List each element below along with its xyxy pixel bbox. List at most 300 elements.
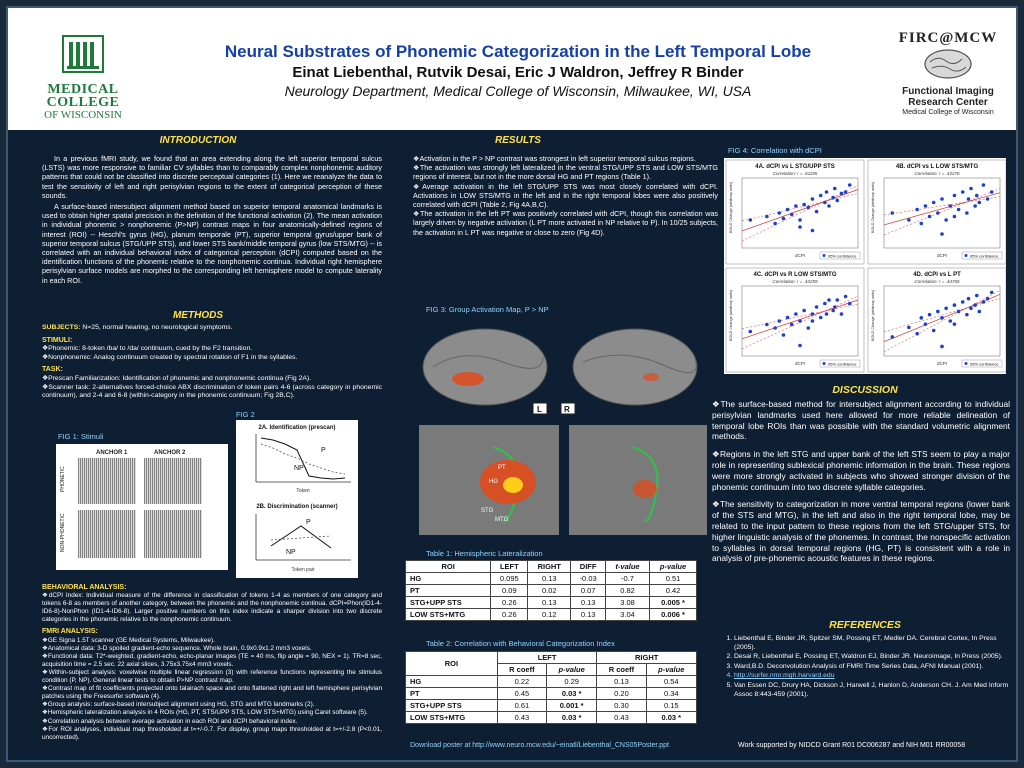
table1-cell: 0.26: [491, 609, 528, 621]
fig4-data-point: [794, 312, 798, 316]
fig4-data-point: [831, 196, 835, 200]
methods-body-bottom: [42, 580, 382, 742]
poster-affiliation: Neurology Department, Medical College of Wisconsin, Milwaukee, WI, USA: [284, 83, 752, 99]
fig4-legend-label: 95% confidence: [828, 253, 857, 259]
fig4-panel-title: 4D. dCPI vs L PT: [913, 272, 961, 278]
fig4-panel-4: [868, 268, 1006, 372]
fig4-data-point: [990, 291, 994, 295]
roi-label-hg: HG: [489, 479, 498, 485]
fig2a-p-label: P: [321, 447, 326, 454]
table2-cell: HG: [406, 676, 498, 688]
fig4-data-point: [844, 190, 848, 194]
fig1-stimuli-panel: [56, 444, 228, 570]
flat-patch-right: [569, 425, 707, 535]
table1-cell: STG+UPP STS: [406, 597, 491, 609]
methods-heading: METHODS: [173, 310, 223, 321]
fig4-data-point: [790, 323, 794, 327]
fig4-data-point: [957, 208, 961, 212]
fig4-data-point: [977, 310, 981, 314]
brain-icon: [922, 47, 974, 81]
introduction-heading: INTRODUCTION: [159, 135, 237, 146]
fig4-data-point: [798, 319, 802, 323]
fig2b-title: 2B. Discrimination (scanner): [256, 504, 338, 510]
fmri-item: ❖ Hemispheric lateralization analysis in 4 ROIs (HG, PT, STS/UPP STS, LOW STS+MTG) using Caret software (5).: [42, 709, 382, 717]
fig1-row2-label: NON-PHONETIC: [60, 513, 66, 552]
table1-cell: 0.006 *: [650, 609, 697, 621]
fmri-item: ❖ For ROI analyses, individual map thresholded at t=+/-0.7. For display, group maps thresholded at t=+/-2.8 (P<0.01, uncorrected).: [42, 726, 382, 742]
mcw-logo: [38, 34, 128, 124]
spectrogram-2-stripes: [144, 458, 202, 504]
fig2-caption: FIG 2: [236, 410, 255, 419]
table1-header: p-value: [650, 561, 697, 573]
fig4-scatter-grid: [724, 158, 1006, 374]
fig1-anchor2-label: ANCHOR 2: [154, 450, 186, 456]
fig4-data-point: [965, 313, 969, 317]
fig4-data-point: [773, 326, 777, 330]
table1-header: ROI: [406, 561, 491, 573]
task-item: ❖ Prescan Familiarization: Identification of phonemic and nonphonemic continua (Fig 2A).: [42, 375, 382, 384]
fig4-data-point: [924, 204, 928, 208]
fig1-spectrograms: [56, 444, 228, 570]
fig4-data-point: [798, 225, 802, 229]
fig4-data-point: [907, 326, 911, 330]
firc-logo: [890, 30, 1006, 126]
table-row: [406, 676, 697, 688]
fig4-data-point: [773, 222, 777, 226]
roi-label-mtg: MTG: [495, 517, 509, 523]
fig4-data-point: [915, 332, 919, 336]
fig4-data-point: [806, 326, 810, 330]
table2-caption: Table 2: Correlation with Behavioral Categorization Index: [426, 639, 615, 648]
fig4-data-point: [969, 187, 973, 191]
fig4-data-point: [944, 218, 948, 222]
table2-header: LEFT: [497, 652, 597, 664]
fig4-data-point: [940, 345, 944, 349]
table1-cell: 0.42: [650, 585, 697, 597]
methods-body-top: [42, 324, 382, 401]
fig4-data-point: [848, 302, 852, 306]
fig4-data-point: [815, 210, 819, 214]
fig4-xlabel: dCPI: [936, 253, 948, 258]
fig4-data-point: [831, 309, 835, 313]
fig3-brain-maps: [413, 317, 713, 539]
fig4-data-point: [977, 201, 981, 205]
fig4-panel-title: 4B. dCPI vs L LOW STS/MTG: [895, 164, 979, 170]
introduction-body: [42, 154, 382, 287]
table1-cell: 0.09: [491, 585, 528, 597]
firc-logo-line3: Medical College of Wisconsin: [902, 109, 994, 116]
roi-label-pt: PT: [498, 465, 506, 471]
table1-cell: 0.13: [528, 573, 571, 585]
fig4-data-point: [811, 229, 815, 233]
table2-cell: 0.22: [497, 676, 546, 688]
fig4-data-point: [802, 203, 806, 207]
table2-cell: 0.61: [497, 700, 546, 712]
table2-cell: 0.43: [497, 712, 546, 724]
behavioral-text: ❖ dCPI Index: Individual measure of the difference in classification of tokens 1-4 as members of one category and tokens 6-8 as members of another category, between the phonemic and the nonphonemic continua. dCPI=Phon(ID1-4-ID6-8)-NonPhon (ID1-4-ID6-8). Larger positive numbers on this index indicate a sharper division into two discrete categories in the phonemic relative to the nonphonemic continuum.: [42, 592, 382, 624]
fig4-data-point: [936, 211, 940, 215]
fig4-data-point: [825, 312, 829, 316]
reference-item: 1. Liebenthal E, Binder JR, Spitzer SM, Possing ET, Medler DA. Cerebral Cortex, In Press (2005).: [734, 635, 1010, 652]
fig4-data-point: [844, 295, 848, 299]
fig4-xlabel: dCPI: [936, 361, 948, 366]
fig4-data-point: [798, 344, 802, 348]
fig2b-xlabel: Token pair: [291, 567, 315, 573]
reference-item: 2. Desai R, Liebenthal E, Possing ET, Waldron EJ, Binder JR. Neuroimage, In Press (2005).: [734, 653, 1010, 662]
table2-subheader: p-value: [646, 664, 696, 676]
fig4-legend-marker: [823, 362, 826, 365]
fig4-data-point: [811, 319, 815, 323]
fig4-data-point: [782, 333, 786, 337]
fig4-data-point: [953, 194, 957, 198]
table2-subheader: p-value: [546, 664, 596, 676]
fig4-data-point: [827, 298, 831, 302]
fig4-data-point: [986, 297, 990, 301]
references-list: [720, 635, 1010, 700]
fmri-item: ❖ Contrast map of fit coefficients projected onto talairach space and onto flattened right and left hemisphere perisylvian patches using the Freesurfer software (4).: [42, 685, 382, 701]
table1-cell: PT: [406, 585, 491, 597]
fig4-data-point: [815, 305, 819, 309]
discussion-item: ❖ Regions in the left STG and upper bank of the left STS seem to play a major role in representing sublexical phonemic information in the brain. These regions were more strongly activated in subjects who showed stronger division of the phonemic continuum into two discrete syllable categories.: [712, 449, 1010, 492]
fig4-data-point: [798, 218, 802, 222]
table-row: [406, 712, 697, 724]
fig4-data-point: [840, 192, 844, 196]
fig4-legend-marker: [823, 254, 826, 257]
fig4-panel-2: [868, 160, 1006, 264]
fig4-data-point: [777, 319, 781, 323]
fig4-panel-subtitle: Correlation: r = .44765: [914, 279, 960, 284]
fig3-right-label: R: [564, 405, 570, 414]
fmri-label: FMRI ANALYSIS:: [42, 628, 98, 636]
table-row: [406, 700, 697, 712]
brain-right-lateral: [573, 329, 697, 405]
fig4-xlabel: dCPI: [794, 361, 806, 366]
table1-cell: 0.51: [650, 573, 697, 585]
fig4-panel-subtitle: Correlation: r = .43278: [914, 171, 960, 176]
fig2b-np-label: NP: [286, 549, 296, 556]
fig4-data-point: [928, 313, 932, 317]
table-row: [406, 609, 697, 621]
fig4-data-point: [936, 310, 940, 314]
fig4-data-point: [986, 197, 990, 201]
fig4-data-point: [890, 211, 894, 215]
table1-cell: 0.13: [571, 609, 606, 621]
fig4-legend-label: 95% confidence: [828, 361, 857, 367]
fig4-data-point: [827, 204, 831, 208]
left-activation-blob: [452, 372, 484, 386]
grant-support: Work supported by NIDCD Grant R01 DC006287 and NIH M01 RR00058: [738, 742, 966, 749]
fig2b-np-curve: [271, 536, 331, 540]
fig4-data-point: [928, 215, 932, 219]
poster-authors: Einat Liebenthal, Rutvik Desai, Eric J Waldron, Jeffrey R Binder: [292, 64, 744, 81]
results-body: [413, 154, 718, 237]
fmri-item: ❖ Correlation analysis between average activation in each ROI and dCPI behavioral index.: [42, 718, 382, 726]
table-row: [406, 573, 697, 585]
table2-cell: 0.15: [646, 700, 696, 712]
fig4-data-point: [932, 329, 936, 333]
fig4-data-point: [748, 330, 752, 334]
table1-cell: HG: [406, 573, 491, 585]
mcw-logo-line1: MEDICAL: [47, 82, 119, 97]
fig4-ylabel: BOLD Change (arbitrary units): [871, 181, 875, 233]
fig4-data-point: [940, 197, 944, 201]
fig4-data-point: [848, 183, 852, 187]
poster: [6, 6, 1018, 762]
table2-cell: LOW STS+MTG: [406, 712, 498, 724]
reference-item: 3. Ward,B.D. Deconvolution Analysis of FMRI Time Series Data, AFNI Manual (2001).: [734, 663, 1010, 672]
table2-cell: 0.34: [646, 688, 696, 700]
table2-subheader: R coeff: [597, 664, 646, 676]
fig4-data-point: [948, 319, 952, 323]
fig4-panel-title: 4C. dCPI vs R LOW STS/MTG: [753, 272, 837, 278]
fig4-legend-marker: [965, 254, 968, 257]
fig4-data-point: [982, 183, 986, 187]
fmri-item: ❖ Group analysis: surface-based intersubject alignment using HG, STG and MTG landmarks (2).: [42, 701, 382, 709]
fig4-data-point: [835, 298, 839, 302]
introduction-paragraph-2: A surface-based intersubject alignment method based on superior temporal anatomical landmarks is used to obtain higher spatial precision in the definition of the functional activation (2). The mean activation in individual phonemic > nonphonemic (P>NP) contrast maps in four anatomically-defined regions of interest (ROI) -- Heschl's gyrus (HG), planum temporale (PT), superior temporal gyrus/upper bank of superior temporal sulcus (STG/UPP STS), and lower STS bank/middle temporal gyrus (low STS/MTG) -- is correlated with an individual behavioral index of categorical perception (dCPI) computed based on the identification functions of the phonemic relative to the nonphonemic continua. Individual right hemisphere perisylvian surface models are morphed to the corresponding left hemisphere model to compute laterality in each ROI.: [42, 202, 382, 285]
fig4-data-point: [944, 306, 948, 310]
fig4-data-point: [969, 306, 973, 310]
fig4-data-point: [907, 218, 911, 222]
fmri-item: ❖ Within-subject analysis: voxelwise multiple linear regression (3) with reference functions representing the stimulus condition (P, NP). General linear tests to obtain P>NP contrast map.: [42, 669, 382, 685]
fig4-data-point: [940, 232, 944, 236]
fig4-data-point: [794, 204, 798, 208]
fig2a-xlabel: Token: [296, 488, 310, 494]
fig4-data-point: [961, 300, 965, 304]
fig1-caption: FIG 1: Stimuli: [58, 432, 104, 441]
table-row: [406, 597, 697, 609]
discussion-heading: DISCUSSION: [832, 384, 898, 396]
introduction-paragraph-1: In a previous fMRI study, we found that an area extending along the left superior temporal sulcus (LSTS) was more responsive to familiar CV syllables than to comparably complex nonphonemic auditory patterns that could not be classified into discrete perceptual categories (1). Here we reanalyze the data to test the sensitivity of left and right perisylvian regions to the extent of categorical perception of these sounds.: [42, 154, 382, 200]
fig4-data-point: [777, 211, 781, 215]
fig4-data-point: [835, 199, 839, 203]
table1-cell: 3.08: [605, 597, 649, 609]
table2-cell: 0.13: [597, 676, 646, 688]
roi-label-stg: STG: [481, 508, 494, 514]
table1-header-row: [406, 561, 697, 573]
table2-cell: PT: [406, 688, 498, 700]
table2-cell: 0.001 *: [546, 700, 596, 712]
fig4-data-point: [973, 303, 977, 307]
results-heading: RESULTS: [495, 135, 541, 146]
fig2-panel: [236, 420, 358, 578]
table2-cell: 0.20: [597, 688, 646, 700]
right-activation-blob: [643, 373, 659, 381]
fig4-data-point: [982, 300, 986, 304]
fig4-data-point: [924, 322, 928, 326]
fig4-data-point: [823, 302, 827, 306]
fig4-ylabel: BOLD Change (arbitrary units): [729, 181, 733, 233]
mcw-logo-line2: COLLEGE: [46, 95, 120, 110]
firc-logo-line1: Functional Imaging: [902, 86, 994, 97]
fig4-data-point: [811, 312, 815, 316]
table1-caption: Table 1: Hemispheric Lateralization: [426, 549, 543, 558]
table1-cell: 0.095: [491, 573, 528, 585]
fig4-ylabel: BOLD Change (arbitrary units): [729, 289, 733, 341]
firc-logo-line2: Research Center: [908, 97, 988, 108]
references-heading: REFERENCES: [829, 619, 901, 631]
subjects-text: N=25, normal hearing, no neurological symptoms.: [82, 324, 233, 331]
mcw-emblem-icon: [61, 34, 105, 74]
discussion-item: ❖ The surface-based method for intersubject alignment according to individual perisylvian landmarks used here allowed for more reliable delineation of temporal lobe ROIs than was possible with the standard volumetric alignment methods.: [712, 399, 1010, 442]
table1-cell: 3.04: [605, 609, 649, 621]
table1-cell: 0.26: [491, 597, 528, 609]
fig4-panel-1: [726, 160, 864, 264]
fig4-data-point: [890, 335, 894, 339]
fig4-data-point: [973, 204, 977, 208]
table1-cell: 0.02: [528, 585, 571, 597]
fig4-xlabel: dCPI: [794, 253, 806, 258]
fig3-left-label: L: [537, 405, 542, 414]
table1-header: RIGHT: [528, 561, 571, 573]
table1-cell: 0.82: [605, 585, 649, 597]
table2-cell: 0.54: [646, 676, 696, 688]
table1-cell: 0.13: [571, 597, 606, 609]
fig4-data-point: [953, 215, 957, 219]
title-block: [158, 42, 878, 99]
fig4-data-point: [961, 190, 965, 194]
table2-cell: 0.45: [497, 688, 546, 700]
fig4-panel-title: 4A. dCPI vs L STG/UPP STS: [755, 164, 835, 170]
table2-correlation: [405, 651, 697, 724]
table1-cell: 0.12: [528, 609, 571, 621]
table1-cell: -0.03: [571, 573, 606, 585]
stimuli-item: ❖ Phonemic: 8-token /ba/ to /da/ continuum, cued by the F2 transition.: [42, 345, 382, 354]
fig3-brains: [413, 317, 713, 539]
table2-header: ROI: [406, 652, 498, 676]
table2-cell: 0.03 *: [646, 712, 696, 724]
fig4-data-point: [806, 206, 810, 210]
fig4-panel-3: [726, 268, 864, 372]
fig4-data-point: [825, 190, 829, 194]
fig1-anchor1-label: ANCHOR 1: [96, 450, 128, 456]
spectrogram-1-stripes: [78, 458, 136, 504]
fig4-data-point: [790, 213, 794, 217]
fig2a-title: 2A. Identification (prescan): [258, 425, 336, 431]
results-item: ❖ The activation in the left PT was positively correlated with dCPI, though this correlation was largely driven by negative activation (L PT more activated in NP relative to P). In 10/25 subjects, the activation in L PT was negative or close to zero (Fig 4D).: [413, 209, 718, 237]
fig1-row1-label: PHONETIC: [60, 466, 66, 492]
fig4-data-point: [748, 218, 752, 222]
fig4-data-point: [975, 294, 979, 298]
fig4-data-point: [782, 217, 786, 221]
fmri-item: ❖ GE Signa 1.5T scanner (GE Medical Systems, Milwaukee).: [42, 637, 382, 645]
fig4-data-point: [953, 303, 957, 307]
task-item: ❖ Scanner task: 2-alternatives forced-choice ABX discrimination of token pairs 4-6 (across category in phonemic continuum), and 2-4 and 6-8 (within-category in the phonemic continuum; Fig 2B,C).: [42, 384, 382, 401]
download-link[interactable]: Download poster at http://www.neuro.mcw.edu/~einatl/Liebenthal_CNS05Poster.ppt: [410, 742, 669, 749]
fig4-data-point: [957, 310, 961, 314]
table-row: [406, 585, 697, 597]
fig4-data-point: [975, 194, 979, 198]
reference-item: 5. Van Essen DC, Drury HA, Dickson J, Harwell J, Hanlon D, Anderson CH. J. Am Med Inform Assoc 8:443-459 (2001).: [734, 682, 1010, 699]
fig3-caption: FIG 3: Group Activation Map, P > NP: [426, 305, 549, 314]
table2-cell: 0.29: [546, 676, 596, 688]
poster-header: [8, 8, 1016, 130]
results-item: ❖ Average activation in the left STG/UPP STS was most closely correlated with dCPI. Activations in LOW STS/MTG in the left and in the right temporal lobes were also positively correlated with dCPI (Table 2, Fig 4A,B,C).: [413, 182, 718, 210]
fig4-panel: [724, 158, 1006, 374]
fig2b-p-label: P: [306, 519, 311, 526]
table2-cell: 0.03 *: [546, 712, 596, 724]
fig4-data-point: [948, 204, 952, 208]
fig2-graphs: [236, 420, 358, 578]
fig4-data-point: [940, 316, 944, 320]
discussion-item: ❖ The sensitivity to categorization in more ventral temporal regions (lower bank of the STS and MTG), in the left and also in the right temporal lobe, may be related to the input pattern to these regions from the left STG/upper STS, for higher linguistic analysis of the phonemes. In contrast, the nonspecific activation to syllables in dorsal temporal regions (HG, PT) is consistent with a role in analysis of pre-phonemic acoustic features in these regions.: [712, 499, 1010, 564]
fig4-data-point: [919, 316, 923, 320]
fig4-data-point: [932, 201, 936, 205]
fig4-data-point: [811, 197, 815, 201]
mcw-logo-line3: OF WISCONSIN: [44, 109, 122, 121]
fig4-data-point: [919, 222, 923, 226]
fig4-data-point: [786, 208, 790, 212]
fig4-legend-label: 95% confidence: [970, 253, 999, 259]
table2-subheader: R coeff: [497, 664, 546, 676]
subjects-label: SUBJECTS:: [42, 324, 81, 331]
table-row: [406, 688, 697, 700]
fig4-caption: FIG 4: Correlation with dCPI: [728, 146, 822, 155]
table2-cell: 0.30: [597, 700, 646, 712]
fig4-legend-label: 95% confidence: [970, 361, 999, 367]
fig4-data-point: [915, 208, 919, 212]
fmri-item: ❖ Functional data: T2*-weighted, gradient-echo, echo-planar images (TE = 40 ms, flip angle = 90, NEX = 1). TR=8 sec, acquisition time = 2.5 sec. 22 axial slices, 3.75x3.75x4 mm3 voxels.: [42, 653, 382, 669]
fig4-data-point: [967, 197, 971, 201]
table1-cell: 0.07: [571, 585, 606, 597]
fig4-panel-subtitle: Correlation: r = .43259: [772, 279, 818, 284]
stimuli-item: ❖ Nonphonemic: Analog continuum created by spectral rotation of F1 in the syllables.: [42, 354, 382, 363]
fig4-legend-marker: [965, 362, 968, 365]
fig4-data-point: [802, 309, 806, 313]
fig4-data-point: [840, 312, 844, 316]
table1-cell: 0.13: [528, 597, 571, 609]
fig4-panel-subtitle: Correlation: r = .61195: [772, 171, 818, 176]
reference-item[interactable]: 4. http://surfer.nmr.mgh.harvard.edu: [734, 672, 1010, 681]
task-label: TASK:: [42, 366, 63, 374]
table1-header: t-value: [605, 561, 649, 573]
spectrogram-4-stripes: [144, 510, 202, 558]
flat-activation-right: [633, 480, 657, 498]
stimuli-label: STIMULI:: [42, 336, 73, 344]
fig2b-p-curve: [271, 526, 331, 548]
results-item: ❖ Activation in the P > NP contrast was strongest in left superior temporal sulcus regions.: [413, 154, 718, 163]
fig2a-p-curve: [261, 438, 345, 479]
poster-title: Neural Substrates of Phonemic Categorization in the Left Temporal Lobe: [224, 42, 812, 61]
table2-header: RIGHT: [597, 652, 697, 664]
fig4-data-point: [765, 215, 769, 219]
table1-cell: LOW STS+MTG: [406, 609, 491, 621]
fig4-data-point: [833, 187, 837, 191]
fig4-data-point: [967, 297, 971, 301]
flat-activation-peak-left: [503, 477, 523, 493]
table2-group-header-row: [406, 652, 697, 664]
fig4-ylabel: BOLD Change (arbitrary units): [871, 289, 875, 341]
discussion-body: [712, 399, 1010, 571]
table1-cell: 0.005 *: [650, 597, 697, 609]
fig4-data-point: [823, 201, 827, 205]
fig4-data-point: [953, 322, 957, 326]
table1-lateralization: [405, 560, 697, 621]
table1-cell: -0.7: [605, 573, 649, 585]
fig4-data-point: [965, 211, 969, 215]
fig4-data-point: [819, 316, 823, 320]
fig4-data-point: [990, 190, 994, 194]
spectrogram-3-stripes: [78, 510, 136, 558]
firc-logo-mark: FIRC@MCW: [898, 30, 998, 46]
table1-header: DIFF: [571, 561, 606, 573]
fig4-data-point: [833, 305, 837, 309]
table2-cell: 0.43: [597, 712, 646, 724]
fmri-item: ❖ Anatomical data: 3-D spoiled gradient-echo sequence. Whole brain, 0.9x0.9x1.2 mm3 voxels.: [42, 645, 382, 653]
fig2a-np-label: NP: [294, 465, 304, 472]
fig4-data-point: [819, 194, 823, 198]
results-item: ❖ The activation was strongly left lateralized in the ventral STG/UPP STS and LOW STS/MTG regions of interest, but not in the more dorsal HG and PT regions (Table 1).: [413, 163, 718, 181]
